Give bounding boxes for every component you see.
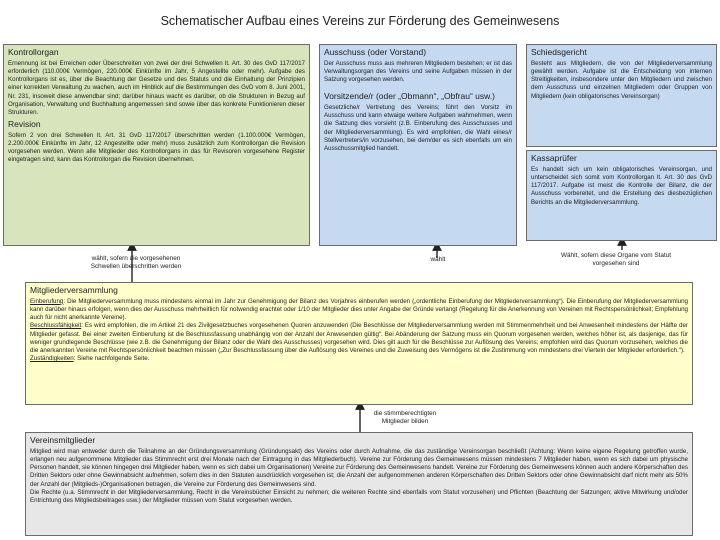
- kassapruefer-box: [526, 150, 717, 241]
- vereinsmitglieder-text2: Die Rechte (u.a. Stimmrecht in der Mitgliederversammlung, Recht in die Vereinsbücher Einsicht zu nehmen; die weiteren Rechte sind ebenfalls vom Statut vorzusehen) und Pflichten (Beachtung der Satzungen; aktive Mitwirkung und/oder Entrichtung des Mitgliedsbeitrages usw.) der Mitglieder müssen vom Statut vorgesehen werden.: [30, 488, 688, 504]
- mitgliederversammlung-heading: Mitgliederversammlung: [30, 285, 118, 295]
- vereinsmitglieder-box: [25, 432, 693, 536]
- label-waehlt-schwellen: wählt, sofern die vorgesehenen Schwellen überschritten werden: [90, 255, 182, 271]
- revision-text: Sofern 2 von drei Schwellen lt. Art. 31 GvD 117/2017 überschritten werden (1.100.000€ Vermögen, 2.200.000€ Einkünfte im Jahr, 12 Angestellte oder mehr) muss zusätzlich zum Kontrollorgan die Revision vorgesehen werden. Wenn alle Mitglieder des Kontrollorgans in das für Revisoren vorgesehene Register eingetragen sind, kann das Kontrollorgan die Revision übernehmen.: [8, 131, 305, 164]
- zustaendigkeiten-label: Zuständigkeiten: [30, 355, 74, 363]
- kontrollorgan-text: Ernennung ist bei Erreichen oder Überschreiten von zwei der drei Schwellen lt. Art. 30 des GvD 117/2017 erforderlich (110.000€ Vermögen, 220.000€ Einkünfte im Jahr, 5 Angestellte oder mehr). Aufgabe des Kontrollorgans ist es, über die Beachtung der Gesetze und des Statuts und die Einhaltung der Prinzipien einer korrekten Verwaltung zu wachen, auch im Hinblick auf die Bestimmungen des GvD vom 8. Juni 2001, Nr. 231, insoweit diese anwendbar sind; darüber hinaus wacht es darüber, ob die Strukturen in Bezug auf Organisation, Verwaltung und Buchhaltung angemessen sind sowie über das konkrete Funktionieren dieser Strukturen.: [8, 59, 305, 116]
- label-waehlt-statut: Wählt, sofern diese Organe vom Statut vorgesehen sind: [560, 252, 672, 268]
- kontrollorgan-box: [3, 44, 310, 246]
- schiedsgericht-box: [526, 44, 717, 147]
- page-title: Schematischer Aufbau eines Vereins zur Förderung des Gemeinwesens: [160, 14, 560, 28]
- label-stimmberechtigt: die stimmberechtigten Mitglieder bilden: [373, 410, 437, 426]
- kassapruefer-text: Es handelt sich um kein obligatorisches Vereinsorgan, und unterscheidet sich somit vom Kontrollorgan lt. Art. 30 des GvD 117/2017. Aufgabe ist meist die Kontrolle der Bilanz, die der Ausschuss vorbereitet, und die Erstellung des diesbezüglichen Berichts an die Mitgliederversammlung.: [531, 165, 712, 206]
- beschluss-label: Beschlussfähigkeit: [30, 322, 82, 330]
- beschluss-text: : Es wird empfohlen, die im Artikel 21 des Zivilgesetzbuches vorgesehenen Quoren anzuwenden (Die Beschlüsse der Mitgliederversammlung werden mit Stimmenmehrheit und bei Anwesenheit mindestens der Hälfte der Mitglieder gefasst. Bei einer zweiten Einberufung ist die Beschlussfassung unabhängig von der Anzahl der Anwesenden gültig“. Bei Abänderung der Satzung muss ein Quorum vorgesehen werden, welches höher ist, als dasjenige, das für weniger grundlegende Beschlüsse (wie z.B. die Genehmigung der Bilanz oder die Wahl des Ausschusses) vorgesehen wird. Dies gilt auch für die Beschlüsse zur Auflösung des Vereins; empfohlen wird das Quorum vorzusehen, welches die die anerkannten Vereine mit Rechtspersönlichkeit beachten müssen („Zur Beschlussfassung über die Auflösung des Vereines und die Zuweisung des Vermögens ist die Zustimmung von mindestens drei Vierteln der Mitglieder erforderlich.“).: [30, 322, 688, 354]
- zustaendigkeiten-text: : Siehe nachfolgende Seite.: [73, 355, 150, 363]
- kontrollorgan-heading: Kontrollorgan: [8, 47, 59, 57]
- label-waehlt: wählt: [430, 256, 446, 263]
- ausschuss-text: Der Ausschuss muss aus mehreren Mitgliedern bestehen; er ist das Verwaltungsorgan des Vereins und seine Aufgaben müssen in der Satzung vorgesehen werden.: [324, 59, 512, 84]
- ausschuss-heading: Ausschuss (oder Vorstand): [324, 47, 427, 57]
- zustaendigkeiten-paragraph: [30, 355, 688, 363]
- einberufung-paragraph: [30, 298, 688, 323]
- vereinsmitglieder-heading: Vereinsmitglieder: [30, 435, 96, 445]
- mitgliederversammlung-box: [25, 282, 693, 405]
- beschluss-paragraph: [30, 322, 688, 355]
- kassapruefer-heading: Kassaprüfer: [531, 153, 577, 163]
- ausschuss-box: [319, 44, 517, 246]
- einberufung-label: Einberufung: [30, 297, 64, 305]
- schiedsgericht-heading: Schiedsgericht: [531, 47, 587, 57]
- einberufung-text: : Die Mitgliederversammlung muss mindestens einmal im Jahr zur Genehmigung der Bilanz des Vorjahres einberufen werden („ordentliche Einberufung der Mitgliederversammlung“). Die Einberufung der Mitgliederversammlung kann darüber hinaus erfolgen, wenn dies der Ausschuss mehrheitlich für notwendig erachtet oder 1/10 der Mitglieder dies unter Angabe der Gründe verlangt (Regelung für die Anerkennung von Vereinen mit Rechtspersönlichkeit; Empfehlung auch für nicht anerkannte Vereine).: [30, 297, 688, 322]
- vorsitz-text: Gesetzliche/r Vertretung des Vereins; führt den Vorsitz im Ausschuss und kann etwaige weitere Aufgaben wahrnehmen, wenn die Satzung dies vorsieht (z.B. Einberufung des Ausschusses und der Mitgliederversammlung). Es wird empfohlen, die Wahl eines/r Stellvertreters/in vorzusehen, bei dem/der es sich ebenfalls um ein Ausschussmitglied handelt.: [324, 104, 512, 153]
- vorsitz-heading: Vorsitzende/r (oder „Obmann“, „Obfrau“ usw.): [324, 91, 496, 102]
- vereinsmitglieder-text: Mitglied wird man entweder durch die Teilnahme an der Gründungsversammlung (Gründungsakt) des Vereins oder durch Aufnahme, die das zuständige Vereinsorgan beschließt (Achtung: Wenn keine eigene Regelung getroffen wurde, erlangen neu aufgenommene Mitglieder das Stimmrecht erst drei Monate nach der Eintragung in das Mitgliederbuch). Vereine zur Förderung des Gemeinwesens müssen mindestens 7 Mitglieder haben, wenn es sich dabei um physische Personen handelt, sie können hingegen drei Mitglieder haben, wenn es sich dabei um Organisationen) Vereine zur Förderung des Gemeinwesens handelt. Vereine zur Förderung des Gemeinwesens können auch andere Körperschaften des Dritten Sektors oder ohne Gewinnabsicht aufnehmen, sofern dies in den Statuten ausdrücklich vorgesehen ist; die Anzahl der aufgenommenen anderen Körperschaften des Dritten Sektors oder ohne Gewinnabsicht darf nicht mehr als 50% der Anzahl der (Mitglieds-)Organisationen betragen, die Vereine zur Förderung des Gemeinwesens sind.: [30, 447, 688, 488]
- schiedsgericht-text: Besteht aus Mitgliedern, die von der Mitgliederversammlung gewählt werden. Aufgabe ist die Entscheidung von internen Streitigkeiten, insbesondere unter den Mitgliedern und zwischen dem Ausschuss und einzelnen Mitgliedern oder Gruppen von Mitgliedern (kein obligatorisches Vereinsorgan): [531, 59, 712, 100]
- revision-heading: Revision: [8, 119, 41, 130]
